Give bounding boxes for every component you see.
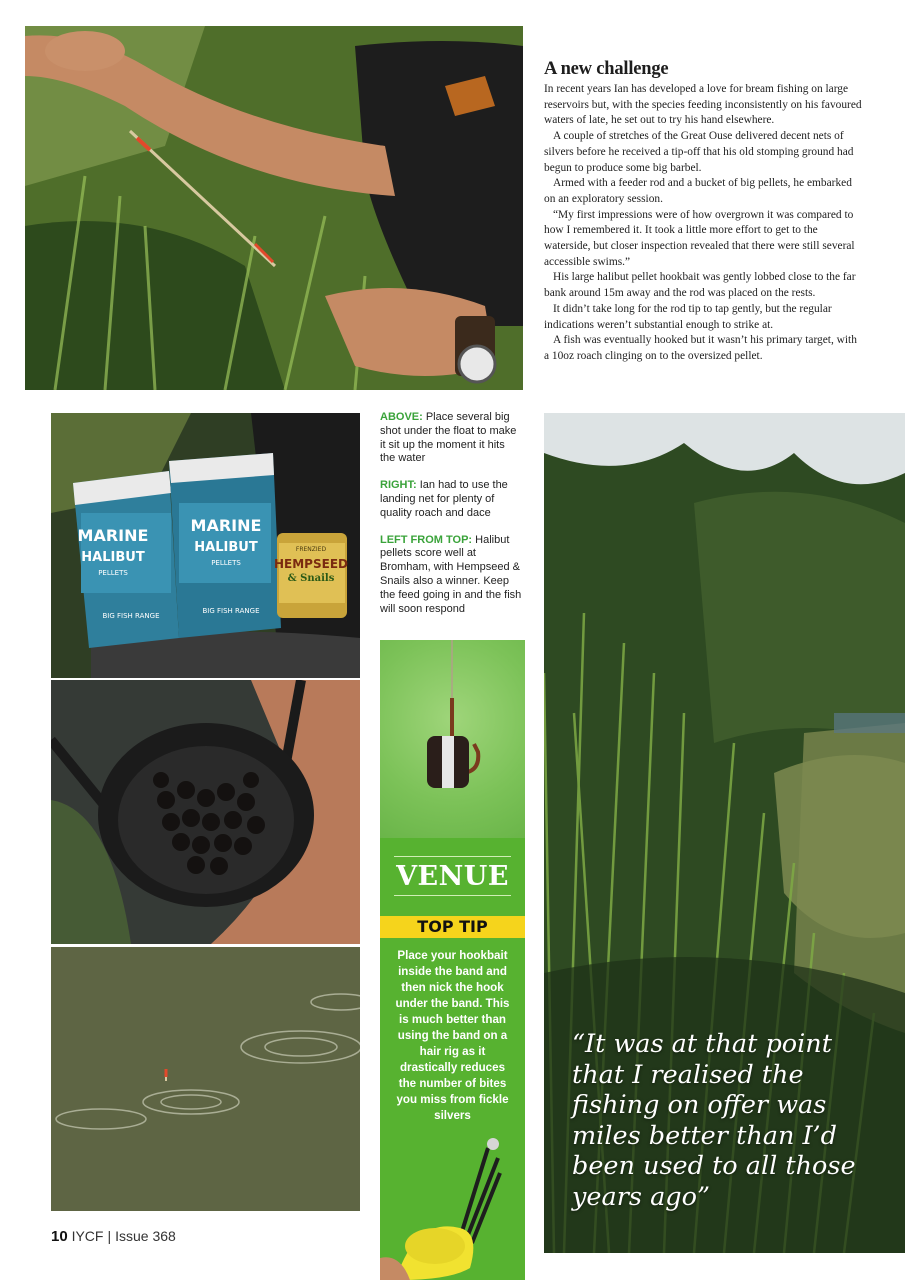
article-paragraph: “My first impressions were of how overgrown it was compared to how I remembered it. It took a little more effort to get to the waterside, but closer inspection revealed that there were still several accessible swims.” [544, 208, 855, 268]
issue-number: Issue 368 [115, 1228, 176, 1244]
caption-lead: ABOVE: [380, 411, 423, 423]
article [544, 58, 864, 365]
tip-text: Place your hookbait inside the band and then nick the hook under the band. This is much better than using the band on a hair rig as it drastically reduces the number of bites you miss from fickle silvers [395, 949, 510, 1122]
photo-pellet-pot [51, 680, 360, 944]
article-paragraph: A fish was eventually hooked but it wasn’t his primary target, with a 10oz roach clinging on to the oversized pellet. [544, 334, 857, 362]
bag-label: PELLETS [211, 559, 241, 567]
photo-angler-float [25, 26, 523, 390]
magazine-name: IYCF [71, 1228, 104, 1244]
article-heading: A new challenge [544, 59, 669, 79]
bag-label: MARINE [77, 526, 149, 545]
photo-float-water [51, 947, 360, 1211]
footer-separator: | [107, 1228, 112, 1244]
bag-label: HALIBUT [194, 540, 258, 555]
bag-label: HALIBUT [81, 550, 145, 565]
article-paragraph: A couple of stretches of the Great Ouse delivered decent nets of silvers before he received a tip-off that his old stomping ground had begun to produce some big barbel. [544, 130, 854, 174]
caption-lead: LEFT FROM TOP: [380, 533, 473, 546]
article-paragraph: Armed with a feeder rod and a bucket of big pellets, he embarked on an exploratory session. [544, 177, 852, 205]
halibut-bag-right [169, 453, 281, 638]
caption-text: Place several big shot under the float to make it sit up the moment it hits the water [380, 411, 517, 465]
caption-left-from-top [380, 534, 522, 617]
photo-bait-band-tool [380, 1128, 525, 1280]
caption-text: Halibut pellets score well at Bromham, with Hempseed & Snails also a winner. Keep the feed going in and the fish will soon respond [380, 533, 522, 615]
photo-hook-band [380, 640, 525, 838]
article-paragraph: It didn’t take long for the rod tip to tap gently, but the regular indications weren’t substantial enough to strike at. [544, 302, 832, 331]
caption-text: Ian had to use the landing net for plenty of quality roach and dace [380, 479, 508, 519]
tin-label: FRENZIED [295, 546, 327, 553]
caption-right [380, 479, 522, 520]
halibut-bag-left [73, 471, 179, 648]
tin-label: & Snails [287, 573, 335, 584]
photo-captions [380, 411, 522, 629]
venue-top-tip-box [380, 838, 525, 1280]
tip-venue-heading: VENUE [394, 856, 511, 896]
tip-band: TOP TIP [380, 916, 525, 938]
bag-footer: BIG FISH RANGE [202, 607, 260, 615]
page-number: 10 [51, 1228, 68, 1245]
photo-bait-bags [51, 413, 360, 678]
article-paragraph: In recent years Ian has developed a love for bream fishing on large reservoirs but, with the species feeding inconsistently on his favoured waters of late, he set out to try his hand elsewhere. [544, 83, 862, 127]
caption-above [380, 411, 522, 466]
page-footer [51, 1228, 176, 1245]
bag-label: MARINE [190, 516, 262, 535]
bag-label: PELLETS [98, 569, 128, 577]
hempseed-tin [274, 533, 348, 618]
caption-lead: RIGHT: [380, 479, 417, 492]
tin-label: HEMPSEED [274, 557, 348, 571]
bag-footer: BIG FISH RANGE [102, 612, 160, 620]
pull-quote: “It was at that point that I realised the fishing on offer was miles better than I’d been used to all those years ago” [572, 1029, 856, 1212]
article-paragraph: His large halibut pellet hookbait was gently lobbed close to the far bank around 15m away and the rod was placed on the rests. [544, 271, 856, 300]
